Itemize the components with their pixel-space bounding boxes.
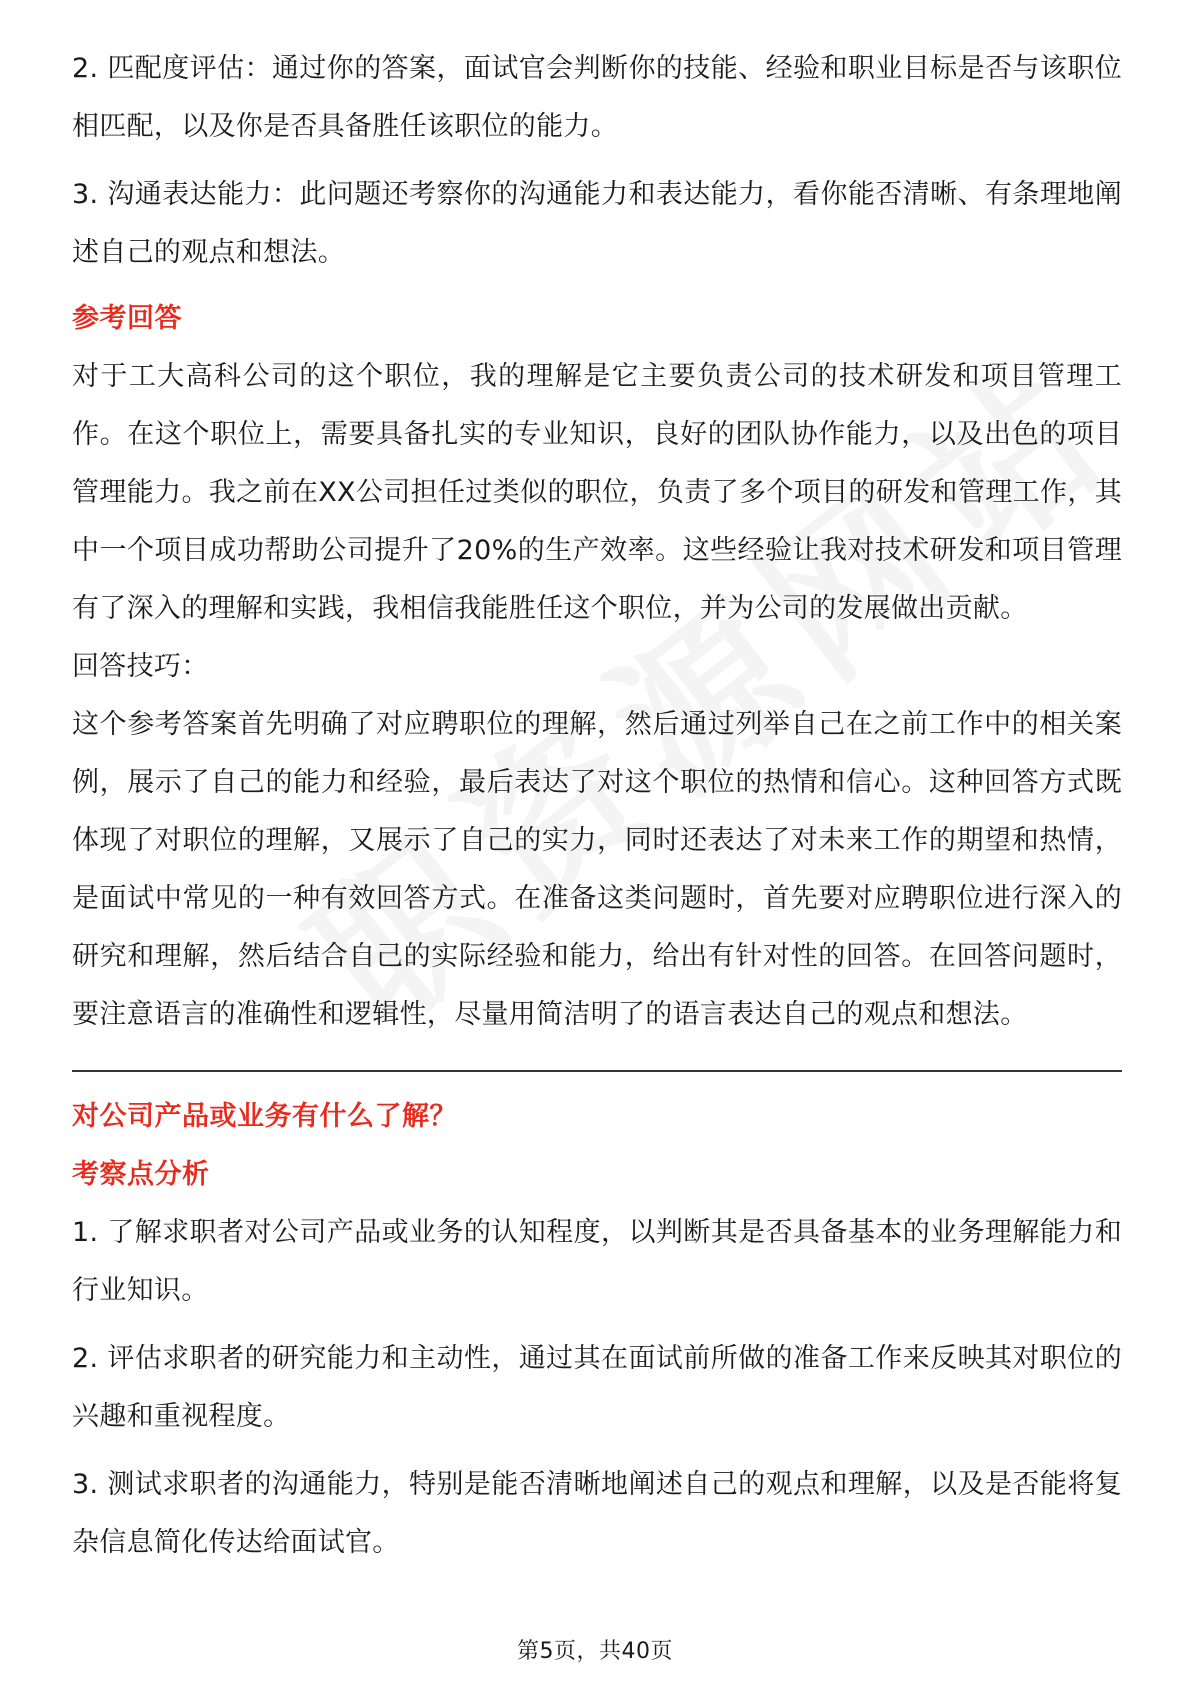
- document-page: [72, 40, 1122, 1572]
- reference-heading: 参考回答: [72, 303, 182, 334]
- point-item: 3. 沟通表达能力：此问题还考察你的沟通能力和表达能力，看你能否清晰、有条理地阐述自己的观点和想法。: [72, 179, 1122, 268]
- section-divider: [72, 1070, 1122, 1072]
- point-item: 1. 了解求职者对公司产品或业务的认知程度，以判断其是否具备基本的业务理解能力和行业知识。: [72, 1217, 1122, 1306]
- page-indicator: 第5页，共40页: [517, 1639, 673, 1664]
- analysis-heading: 考察点分析: [72, 1159, 210, 1190]
- point-item: 3. 测试求职者的沟通能力，特别是能否清晰地阐述自己的观点和理解，以及是否能将复杂信息简化传达给面试官。: [72, 1469, 1122, 1558]
- point-item: 2. 匹配度评估：通过你的答案，面试官会判断你的技能、经验和职业目标是否与该职位相匹配，以及你是否具备胜任该职位的能力。: [72, 53, 1122, 142]
- point-item: 2. 评估求职者的研究能力和主动性，通过其在面试前所做的准备工作来反映其对职位的兴趣和重视程度。: [72, 1343, 1122, 1432]
- tips-label: 回答技巧：: [72, 651, 209, 682]
- reference-answer: 对于工大高科公司的这个职位，我的理解是它主要负责公司的技术研发和项目管理工作。在这个职位上，需要具备扎实的专业知识，良好的团队协作能力，以及出色的项目管理能力。我之前在XX公司担任过类似的职位，负责了多个项目的研发和管理工作，其中一个项目成功帮助公司提升了20%的生产效率。这些经验让我对技术研发和项目管理有了深入的理解和实践，我相信我能胜任这个职位，并为公司的发展做出贡献。: [72, 361, 1122, 624]
- question-heading: 对公司产品或业务有什么了解？: [72, 1101, 457, 1132]
- tips-text: 这个参考答案首先明确了对应聘职位的理解，然后通过列举自己在之前工作中的相关案例，展示了自己的能力和经验，最后表达了对这个职位的热情和信心。这种回答方式既体现了对职位的理解，又展示了自己的实力，同时还表达了对未来工作的期望和热情，是面试中常见的一种有效回答方式。在准备这类问题时，首先要对应聘职位进行深入的研究和理解，然后结合自己的实际经验和能力，给出有针对性的回答。在回答问题时，要注意语言的准确性和逻辑性，尽量用简洁明了的语言表达自己的观点和想法。: [72, 709, 1122, 1030]
